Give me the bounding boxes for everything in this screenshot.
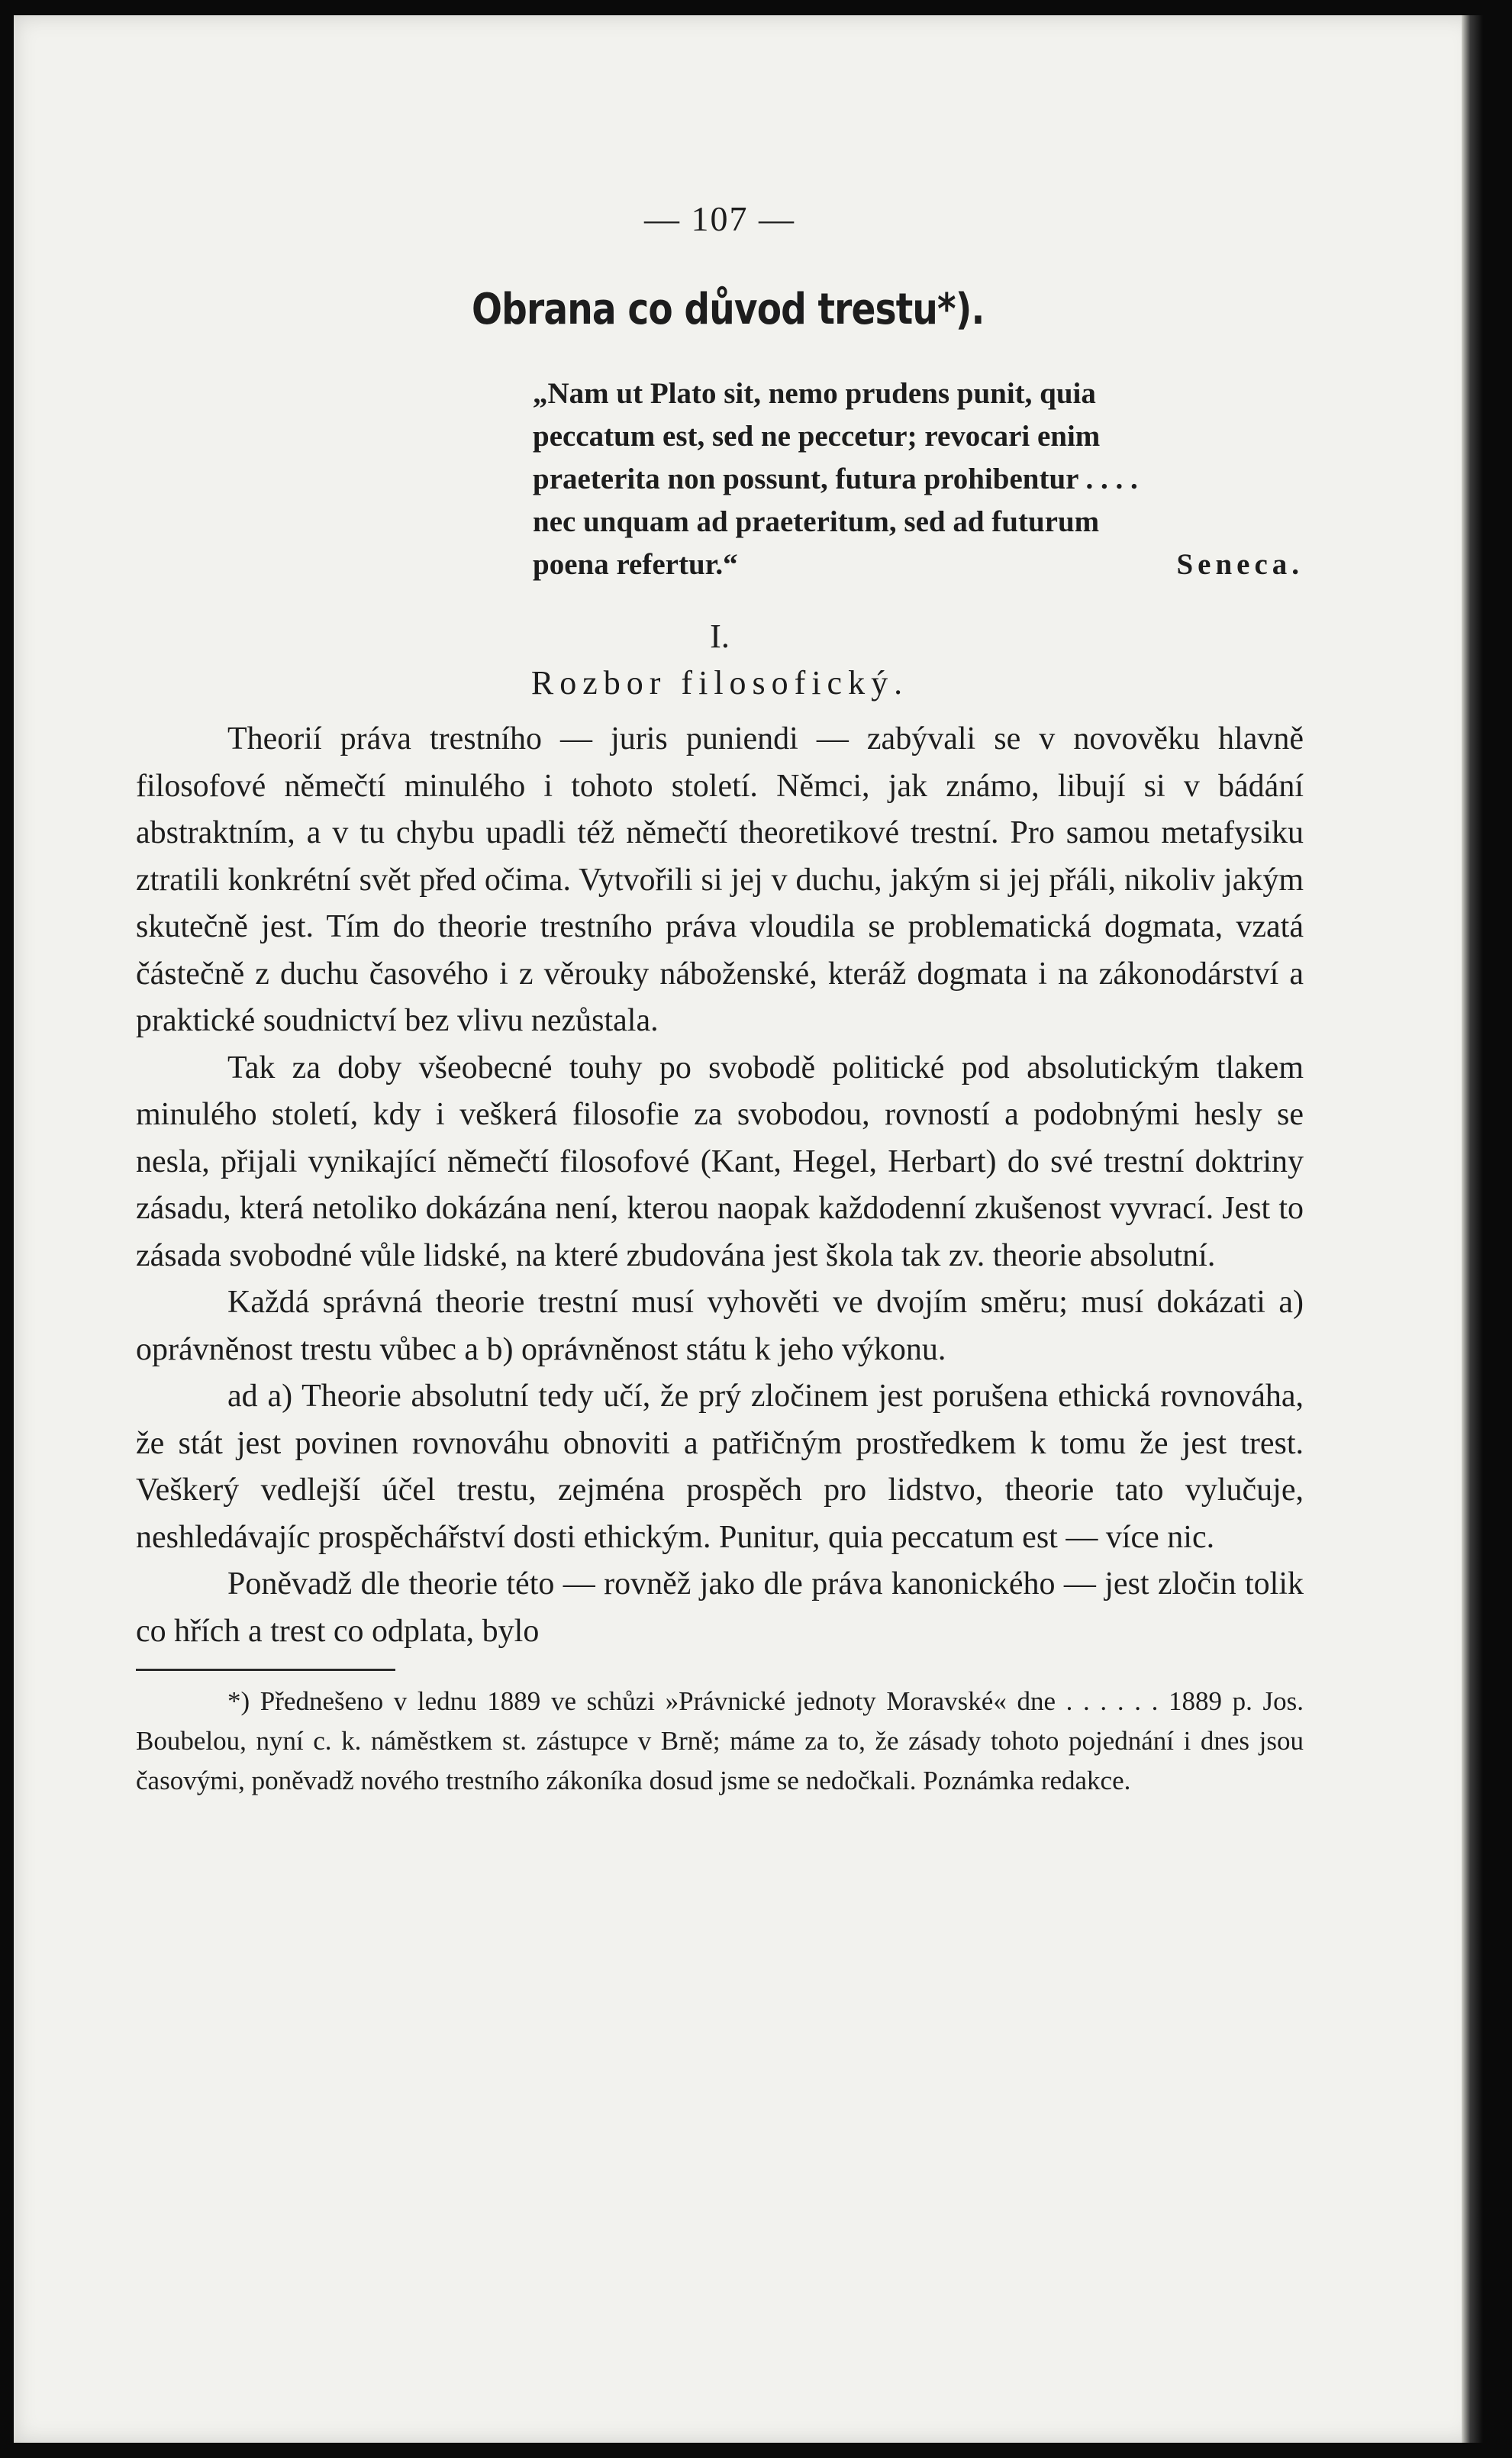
article-title: Obrana co důvod trestu*). [472, 285, 985, 334]
footnote [136, 1682, 1304, 1801]
page-number: — 107 — [644, 199, 795, 238]
motto-line: peccatum est, sed ne peccetur; revocari enim [533, 420, 1101, 453]
motto-line: poena refertur.“ [533, 548, 738, 581]
paragraph: Theorií práva trestního — juris puniendi — zabývali se v novověku hlavně filosofové němečtí minulého i tohoto století. Němci, jak známo, libují si v bádání abstraktním, a v tu chybu upadli též němečtí theoretikové trestní. Pro samou metafysiku ztratili konkrétní svět před očima. Vytvořili si jej v duchu, jakým si jej přáli, nikoliv jakým skutečně jest. Tím do theorie trestního práva vloudila se problematická dogmata, vzatá částečně z duchu časového i z věrouky náboženské, kteráž dogmata i na zákonodárství a praktické soudnictví bez vlivu nezůstala. [136, 721, 1304, 1038]
motto-last-line [533, 544, 1304, 586]
page-content [136, 198, 1304, 1801]
paragraph: ad a) Theorie absolutní tedy učí, že prý zločinem jest porušena ethická rovnováha, že stát jest povinen rovnováhu obnoviti a patřičným prostředkem k tomu že jest trest. Veškerý vedlejší účel trestu, zejména prospěch pro lidstvo, theorie tato vylučuje, neshledávajíc prospěchářství dosti ethickým. Punitur, quia peccatum est — více nic. [136, 1379, 1304, 1555]
article-body [136, 716, 1304, 1655]
paragraph: Každá správná theorie trestní musí vyhověti ve dvojím směru; musí dokázati a) oprávněnost trestu vůbec a b) oprávněnost státu k jeho výkonu. [136, 1285, 1304, 1367]
motto-line: „Nam ut Plato sit, nemo prudens punit, quia [533, 377, 1096, 410]
paragraph: Poněvadž dle theorie této — rovněž jako dle práva kanonického — jest zločin tolik co hřích a trest co odplata, bylo [136, 1566, 1304, 1649]
latin-motto [533, 373, 1304, 586]
page-edge-shadow [1462, 15, 1483, 2443]
motto-line: praeterita non possunt, futura prohibentur . . . . [533, 463, 1138, 495]
paragraph: Tak za doby všeobecné touhy po svobodě politické pod absolutickým tlakem minulého století, kdy i veškerá filosofie za svobodou, rovností a podobnými hesly se nesla, přijali vynikající němečtí filosofové (Kant, Hegel, Herbart) do své trestní doktriny zásadu, která netoliko dokázána není, kterou naopak každodenní zkušenost vyvrací. Jest to zásada svobodné vůle lidské, na které zbudována jest škola tak zv. theorie absolutní. [136, 1050, 1304, 1273]
footnote-divider [136, 1669, 395, 1671]
footnote-text: *) Přednešeno v lednu 1889 ve schůzi »Právnické jednoty Moravské« dne . . . . . . 1889 p. Jos. Boubelou, nyní c. k. náměstkem st. zástupce v Brně; máme za to, že zásady tohoto pojednání i dnes jsou časovými, poněvadž nového trestního zákoníka dosud jsme se nedočkali. Poznámka redakce. [136, 1686, 1304, 1795]
scanned-page [14, 15, 1475, 2443]
section-title: Rozbor filosofický. [530, 664, 909, 702]
motto-author: Seneca. [1176, 548, 1304, 581]
section-number: I. [710, 618, 730, 655]
motto-line: nec unquam ad praeteritum, sed ad futurum [533, 505, 1100, 538]
